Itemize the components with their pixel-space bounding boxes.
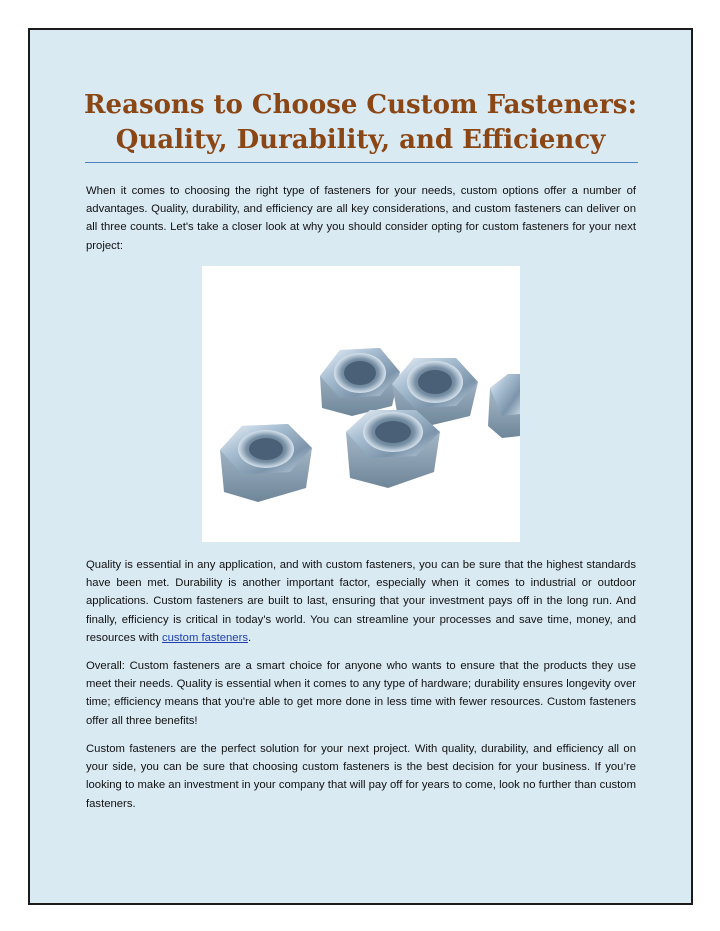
title-line-1: Reasons to Choose Custom Fasteners:	[83, 90, 638, 120]
nut-far-right	[488, 374, 520, 438]
hex-nuts-illustration	[202, 266, 520, 542]
nut-front-center	[346, 410, 440, 488]
overall-paragraph: Overall: Custom fasteners are a smart choice for anyone who wants to ensure that the products they use meet their needs. Quality is essential when it comes to any type of hardware; durability ensures longevity over time; efficiency means that you're able to get more done in less time with fewer resources. Custom fasteners offer all three benefits!	[86, 660, 636, 727]
title-line-2: Quality, Durability, and Efficiency	[115, 125, 606, 155]
title-underline	[85, 162, 638, 163]
intro-paragraph: When it comes to choosing the right type of fasteners for your needs, custom options offer a number of advantages. Quality, durability, and efficiency are all key considerations, and custom fasteners can deliver on all three counts. Let's take a closer look at why you should consider opting for custom fasteners for your next project:	[86, 185, 636, 252]
conclusion-paragraph: Custom fasteners are the perfect solution for your next project. With quality, durability, and efficiency all on your side, you can be sure that choosing custom fasteners is the best decision for your business. If you’re looking to make an investment in your company that will pay off for years to come, look no further than custom fasteners.	[86, 743, 636, 810]
custom-fasteners-link[interactable]: custom fasteners	[161, 631, 248, 644]
nut-front-left	[220, 424, 312, 502]
quality-paragraph	[86, 556, 636, 647]
document-title	[30, 88, 691, 158]
nut-back-left	[320, 348, 400, 416]
document-page	[28, 28, 693, 905]
hex-nuts-photo	[202, 266, 520, 542]
quality-paragraph-end: .	[248, 631, 252, 644]
quality-paragraph-text: Quality is essential in any application, and with custom fasteners, you can be sure that the highest standards have been met. Durability is another important factor, especially when it comes to industrial or outdoor applications. Custom fasteners are built to last, ensuring that your investment pays off in the long run. And finally, efficiency is critical in today's world. You can streamline your processes and save time, money, and resources with	[86, 559, 636, 644]
